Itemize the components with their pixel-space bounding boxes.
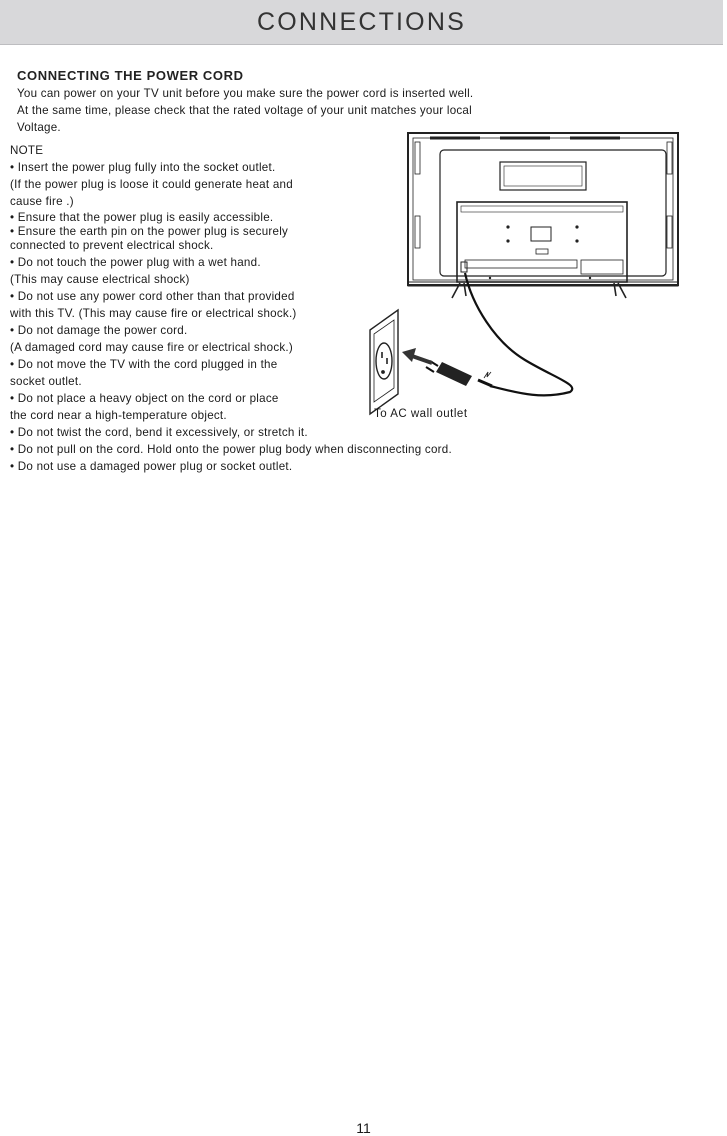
intro-line: At the same time, please check that the rated voltage of your unit matches your local — [17, 104, 472, 117]
note-line: (If the power plug is loose it could generate heat and — [10, 178, 293, 191]
section-heading: CONNECTING THE POWER CORD — [17, 68, 244, 83]
note-line: • Do not place a heavy object on the cord or place — [10, 392, 279, 405]
power-plug — [426, 361, 492, 386]
power-cord — [465, 273, 572, 395]
note-line: (This may cause electrical shock) — [10, 273, 190, 286]
insert-arrow — [412, 356, 432, 363]
page-number: 11 — [356, 1120, 371, 1136]
note-line: the cord near a high-temperature object. — [10, 409, 227, 422]
note-line: socket outlet. — [10, 375, 82, 388]
tv-back-panel — [408, 133, 678, 286]
intro-line: Voltage. — [17, 121, 61, 134]
note-line: cause fire .) — [10, 195, 74, 208]
note-line: • Insert the power plug fully into the socket outlet. — [10, 161, 276, 174]
note-line: • Do not twist the cord, bend it excessively, or stretch it. — [10, 426, 308, 439]
note-line: • Do not use a damaged power plug or socket outlet. — [10, 460, 293, 473]
arrow-head — [402, 348, 416, 362]
note-title: NOTE — [10, 144, 44, 157]
tv-panel-screws — [489, 225, 591, 279]
note-line: • Do not damage the power cord. — [10, 324, 188, 337]
tv-power-connection-diagram — [360, 130, 690, 430]
note-line: (A damaged cord may cause fire or electrical shock.) — [10, 341, 293, 354]
note-line: • Ensure the earth pin on the power plug is securely — [10, 225, 289, 238]
note-line: • Do not touch the power plug with a wet hand. — [10, 256, 261, 269]
note-line: • Do not use any power cord other than that provided — [10, 290, 295, 303]
wall-outlet — [370, 310, 398, 414]
page-title: CONNECTIONS — [257, 8, 466, 36]
intro-line: You can power on your TV unit before you make sure the power cord is inserted well. — [17, 87, 474, 100]
note-line: connected to prevent electrical shock. — [10, 239, 214, 252]
electric-spark-icon — [484, 372, 491, 378]
power-inlet — [461, 262, 467, 272]
note-line: with this TV. (This may cause fire or electrical shock.) — [10, 307, 297, 320]
note-line: • Do not pull on the cord. Hold onto the power plug body when disconnecting cord. — [10, 443, 452, 456]
note-line: • Ensure that the power plug is easily accessible. — [10, 211, 274, 224]
note-line: • Do not move the TV with the cord plugged in the — [10, 358, 278, 371]
diagram-caption: To AC wall outlet — [374, 408, 468, 420]
